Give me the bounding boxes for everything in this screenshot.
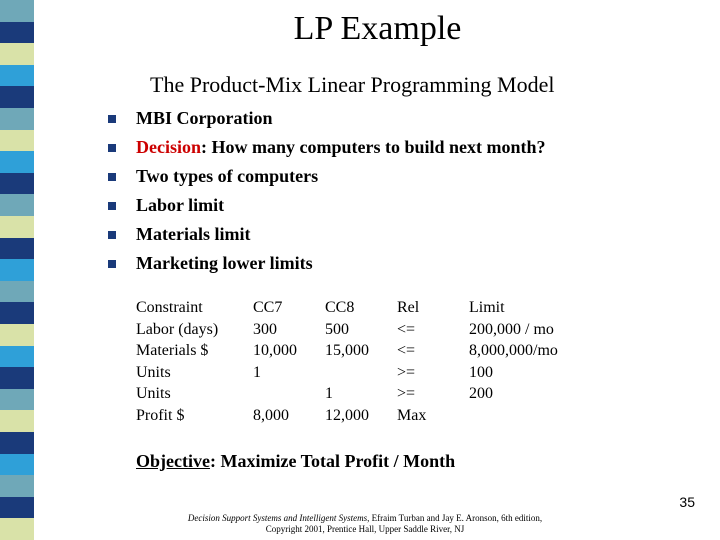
table-column-rel xyxy=(397,297,426,426)
stripe-block xyxy=(0,65,34,87)
stripe-block xyxy=(0,22,34,44)
bullet-item: Marketing lower limits xyxy=(104,251,546,280)
square-bullet-icon xyxy=(108,115,116,123)
stripe-block xyxy=(0,86,34,108)
bullet-item: Decision: How many computers to build next month? xyxy=(104,135,546,164)
table-cell: 300 xyxy=(253,320,277,338)
stripe-block xyxy=(0,216,34,238)
stripe-block xyxy=(0,151,34,173)
square-bullet-icon xyxy=(108,231,116,239)
table-cell: 8,000 xyxy=(253,406,289,424)
stripe-block xyxy=(0,281,34,303)
table-cell: 200 xyxy=(469,385,493,402)
column-header: CC8 xyxy=(325,299,355,316)
stripe-block xyxy=(0,108,34,130)
table-cell: 8,000,000/mo xyxy=(469,342,558,359)
bullet-item: MBI Corporation xyxy=(104,106,546,135)
column-header: Rel xyxy=(397,299,420,316)
stripe-block xyxy=(0,389,34,411)
table-column-cc7 xyxy=(253,297,297,426)
decision-keyword: Decision xyxy=(136,137,201,157)
table-cell xyxy=(325,362,369,384)
square-bullet-icon xyxy=(108,260,116,268)
table-cell: 12,000 xyxy=(325,406,369,424)
column-header: CC7 xyxy=(253,299,283,316)
table-cell: <= xyxy=(397,320,416,338)
table-cell: 500 xyxy=(325,320,349,338)
stripe-block xyxy=(0,130,34,152)
stripe-block xyxy=(0,410,34,432)
table-cell: Materials $ xyxy=(136,342,209,359)
book-title: Decision Support Systems and Intelligent Systems xyxy=(187,513,368,523)
stripe-block xyxy=(0,259,34,281)
table-cell: Profit $ xyxy=(136,406,185,424)
table-cell: 200,000 / mo xyxy=(469,320,554,338)
bullet-item: Labor limit xyxy=(104,193,546,222)
table-cell: >= xyxy=(397,363,416,381)
table-cell: Units xyxy=(136,363,171,381)
stripe-block xyxy=(0,43,34,65)
footer-copyright: Copyright 2001, Prentice Hall, Upper Saddle River, NJ xyxy=(265,524,465,534)
bullet-item: Two types of computers xyxy=(104,164,546,193)
stripe-block xyxy=(0,518,34,540)
stripe-block xyxy=(0,0,34,22)
column-header: Limit xyxy=(469,299,505,316)
bullet-item: Materials limit xyxy=(104,222,546,251)
table-cell: 10,000 xyxy=(253,342,297,359)
square-bullet-icon xyxy=(108,173,116,181)
slide-subtitle: The Product-Mix Linear Programming Model xyxy=(150,72,555,97)
table-column-constraint xyxy=(136,297,218,426)
square-bullet-icon xyxy=(108,202,116,210)
footer-citation: Decision Support Systems and Intelligent Systems, Efraim Turban and Jay E. Aronson, 6th edition, Copyright 2001, Prentice Hall, Upper Saddle River, NJ xyxy=(140,513,590,535)
stripe-block xyxy=(0,194,34,216)
table-cell: 100 xyxy=(469,363,493,381)
stripe-block xyxy=(0,238,34,260)
decorative-side-stripe xyxy=(0,0,34,540)
table-cell: <= xyxy=(397,342,416,359)
table-cell: >= xyxy=(397,385,416,402)
table-cell: 15,000 xyxy=(325,342,369,359)
table-cell: Max xyxy=(397,406,427,424)
table-column-cc8 xyxy=(325,297,369,426)
bullet-list xyxy=(104,106,546,280)
table-column-limit xyxy=(469,297,558,426)
objective-statement: Objective: Maximize Total Profit / Month xyxy=(136,451,456,471)
table-cell xyxy=(469,405,558,427)
stripe-block xyxy=(0,367,34,389)
table-cell: 1 xyxy=(325,385,333,402)
stripe-block xyxy=(0,324,34,346)
page-number: 35 xyxy=(679,494,695,510)
stripe-block xyxy=(0,432,34,454)
table-cell: Labor (days) xyxy=(136,320,219,338)
stripe-block xyxy=(0,497,34,519)
table-cell xyxy=(253,383,297,405)
table-cell: 1 xyxy=(253,363,261,381)
objective-label: Objective xyxy=(136,451,210,471)
stripe-block xyxy=(0,302,34,324)
stripe-block xyxy=(0,454,34,476)
slide-title: LP Example xyxy=(293,10,462,47)
stripe-block xyxy=(0,173,34,195)
stripe-block xyxy=(0,475,34,497)
stripe-block xyxy=(0,346,34,368)
square-bullet-icon xyxy=(108,144,116,152)
column-header: Constraint xyxy=(136,299,203,316)
table-cell: Units xyxy=(136,385,171,402)
